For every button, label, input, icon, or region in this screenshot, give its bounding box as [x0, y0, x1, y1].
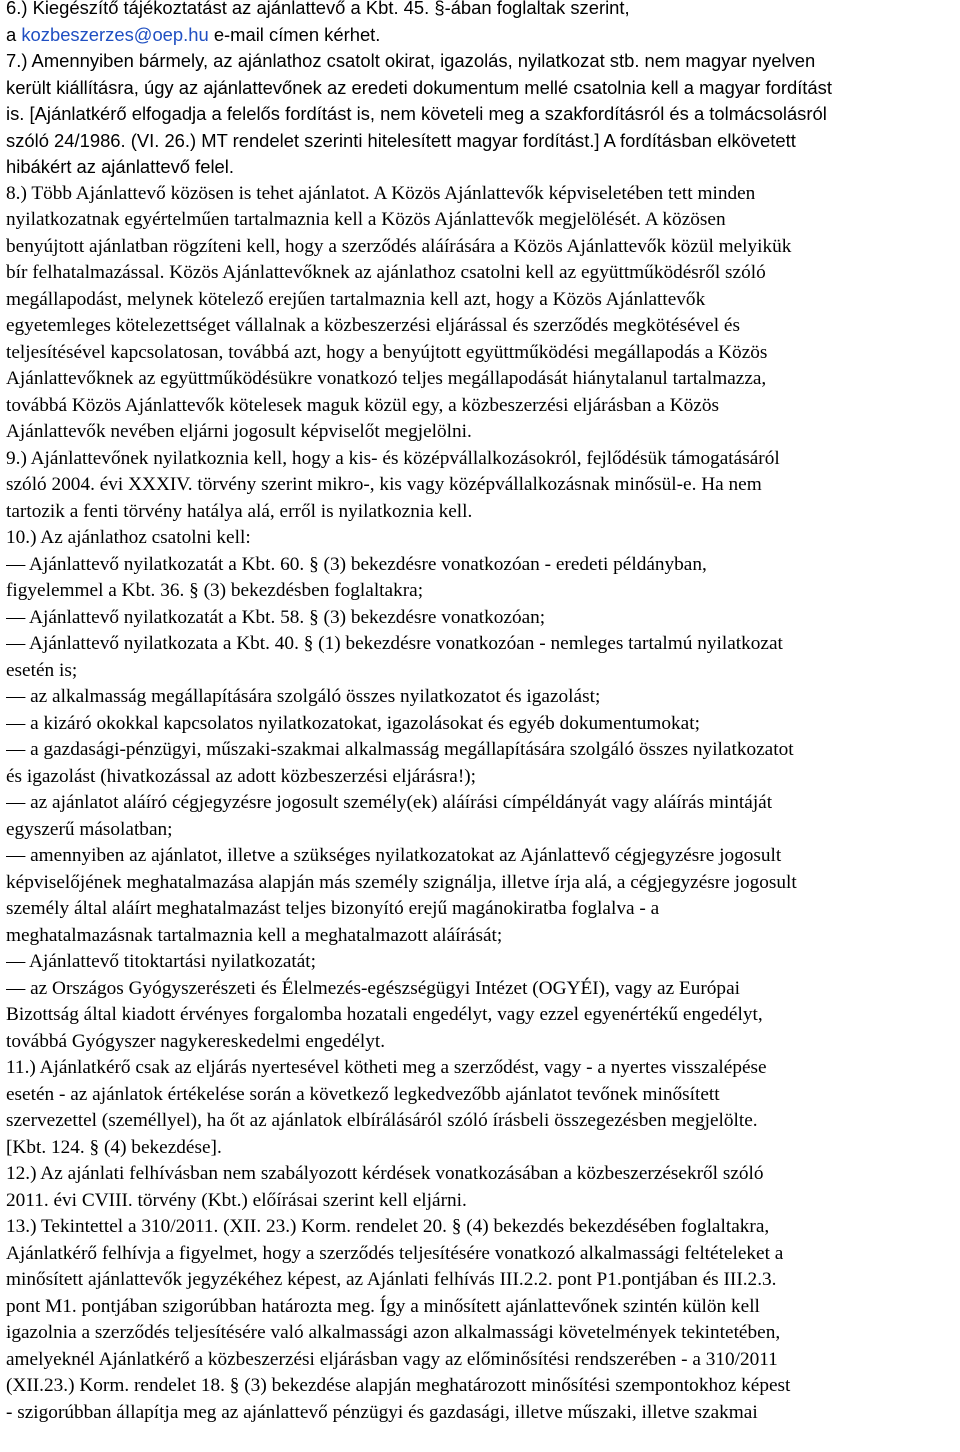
text-line [6, 1161, 950, 1188]
text-line [6, 101, 950, 128]
text-segment: — Ajánlattevő nyilatkozatát a Kbt. 60. § (3) bekezdésre vonatkozóan - eredeti példányban, [6, 553, 707, 575]
text-segment: amelyeknél Ajánlatkérő a közbeszerzési eljárásban vagy az előminősítési rendszerében - a 310/2011 [6, 1348, 778, 1370]
text-line [6, 1055, 950, 1082]
text-segment: hibákért az ajánlattevő felel. [6, 156, 234, 177]
text-line [6, 578, 950, 605]
text-segment: e-mail címen kérhet. [208, 23, 381, 45]
text-line [6, 870, 950, 897]
text-segment: — az Országos Gyógyszerészeti és Élelmezés-egészségügyi Intézet (OGYÉI), vagy az Európai [6, 977, 740, 999]
text-line [6, 1347, 950, 1374]
text-line [6, 658, 950, 685]
text-segment: és igazolást (hivatkozással az adott közbeszerzési eljárásra!); [6, 765, 477, 787]
text-segment: — Ajánlattevő titoktartási nyilatkozatát; [6, 951, 317, 972]
text-line [6, 419, 950, 446]
text-segment: 8.) Több Ajánlattevő közösen is tehet ajánlatot. A Közös Ajánlattevők képviseletében tett minden [6, 182, 756, 204]
text-segment: meghatalmazásnak tartalmaznia kell a meghatalmazott aláírását; [6, 924, 503, 946]
text-line [6, 737, 950, 764]
text-line [6, 790, 950, 817]
text-line [6, 1029, 950, 1056]
text-line [6, 393, 950, 420]
text-line [6, 976, 950, 1003]
text-segment: (XII.23.) Korm. rendelet 18. § (3) bekezdése alapján meghatározott minősítési szempontokhoz képest [6, 1375, 791, 1396]
text-line [6, 128, 950, 155]
text-line [6, 234, 950, 261]
text-line [6, 181, 950, 208]
text-segment: megállapodást, melynek kötelező erejűen tartalmaznia kell azt, hogy a Közös Ajánlattevők [6, 288, 706, 310]
text-segment: — az alkalmasság megállapítására szolgáló összes nyilatkozatot és igazolást; [6, 686, 601, 707]
text-line [6, 446, 950, 473]
text-segment: esetén is; [6, 659, 78, 681]
text-segment: a [6, 23, 22, 45]
text-line [6, 366, 950, 393]
text-line [6, 207, 950, 234]
text-segment: 12.) Az ajánlati felhívásban nem szabályozott kérdések vonatkozásában a közbeszerzésekről szóló [6, 1163, 764, 1184]
text-segment: is. [Ajánlatkérő elfogadja a felelős fordítást is, nem követeli meg a szakfordításról és a tolmácsolásról [6, 103, 827, 124]
text-segment: benyújtott ajánlatban rögzíteni kell, hogy a szerződés aláírására a Közös Ajánlattevők közül melyikük [6, 235, 792, 257]
text-segment: nyilatkozatnak egyértelműen tartalmaznia kell a Közös Ajánlattevők megjelölését. A közösen [6, 209, 726, 230]
text-segment: személy által aláírt meghatalmazást teljes bizonyító erejű magánokiratba foglalva - a [6, 898, 660, 919]
text-segment: — Ajánlattevő nyilatkozatát a Kbt. 58. § (3) bekezdésre vonatkozóan; [6, 606, 546, 628]
text-line [6, 1294, 950, 1321]
text-segment: teljesítésével kapcsolatosan, továbbá azt, hogy a benyújtott együttműködési megállapodás a Közös [6, 341, 768, 363]
text-line [6, 1241, 950, 1268]
text-line [6, 499, 950, 526]
text-line [6, 1082, 950, 1109]
text-line [6, 552, 950, 579]
text-segment: Bizottság által kiadott érvényes forgalomba hozatali engedélyt, vagy ezzel egyenértékű engedélyt, [6, 1004, 763, 1025]
text-segment: bír felhatalmazással. Közös Ajánlattevőknek az ajánlathoz csatolni kell az együttműködésről szóló [6, 262, 766, 283]
text-line [6, 0, 950, 22]
text-segment: igazolnia a szerződés teljesítésére való alkalmassági azon alkalmassági követelmények tekintetében, [6, 1322, 781, 1343]
text-segment: Ajánlattevőknek az együttműködésükre vonatkozó teljes megállapodását hiánytalanul tartalmazza, [6, 368, 767, 389]
text-line [6, 1214, 950, 1241]
text-segment: — amennyiben az ajánlatot, illetve a szükséges nyilatkozatokat az Ajánlattevő cégjegyzésre jogosult [6, 845, 782, 866]
text-line [6, 154, 950, 181]
email-link[interactable]: kozbeszerzes@oep.hu [21, 23, 209, 45]
text-segment: képviselőjének meghatalmazása alapján más személy szignálja, illetve írja alá, a cégjegyzésre jogosult [6, 871, 797, 893]
text-segment: minősített ajánlattevők jegyzékéhez képest, az Ajánlati felhívás III.2.2. pont P1.pontjában és III.2.3. [6, 1269, 777, 1290]
text-segment: Ajánlattevők nevében eljárni jogosult képviselőt megjelölni. [6, 421, 472, 442]
text-line [6, 340, 950, 367]
text-segment: — a kizáró okokkal kapcsolatos nyilatkozatokat, igazolásokat és egyéb dokumentumokat; [6, 712, 700, 734]
text-line [6, 1267, 950, 1294]
text-segment: — az ajánlatot aláíró cégjegyzésre jogosult személy(ek) aláírási címpéldányát vagy aláírás mintáját [6, 792, 773, 813]
text-segment: — a gazdasági-pénzügyi, műszaki-szakmai alkalmasság megállapítására szolgáló összes nyilatkozatot [6, 739, 794, 760]
text-line [6, 22, 950, 49]
text-line [6, 684, 950, 711]
text-segment: - szigorúbban állapítja meg az ajánlattevő pénzügyi és gazdasági, illetve műszaki, illetve szakmai [6, 1401, 758, 1423]
text-segment: egyszerű másolatban; [6, 818, 173, 840]
text-line [6, 843, 950, 870]
text-line [6, 896, 950, 923]
text-segment: került kiállításra, úgy az ajánlattevőnek az eredeti dokumentum mellé csatolnia kell a magyar fordítást [6, 76, 832, 98]
text-line [6, 260, 950, 287]
text-line [6, 1188, 950, 1215]
text-line [6, 287, 950, 314]
text-segment: 6.) Kiegészítő tájékoztatást az ajánlattevő a Kbt. 45. §-ában foglaltak szerint, [6, 0, 630, 18]
text-line [6, 1320, 950, 1347]
text-segment: figyelemmel a Kbt. 36. § (3) bekezdésben foglaltakra; [6, 580, 424, 601]
text-segment: Ajánlatkérő felhívja a figyelmet, hogy a szerződés teljesítésére vonatkozó alkalmassági feltételeket a [6, 1242, 784, 1264]
text-line [6, 48, 950, 75]
text-segment: szóló 24/1986. (VI. 26.) MT rendelet szerinti hitelesített magyar fordítást.] A fordításban elkövetett [6, 129, 796, 151]
text-line [6, 1373, 950, 1400]
text-line [6, 631, 950, 658]
text-segment: tartozik a fenti törvény hatálya alá, erről is nyilatkoznia kell. [6, 500, 473, 522]
text-line [6, 817, 950, 844]
text-segment: továbbá Közös Ajánlattevők kötelesek maguk közül egy, a közbeszerzési eljárásban a Közös [6, 394, 719, 416]
text-segment: esetén - az ajánlatok értékelése során a következő legkedvezőbb ajánlatot tevőnek minősített [6, 1083, 720, 1105]
text-segment: [Kbt. 124. § (4) bekezdése]. [6, 1136, 222, 1158]
text-line [6, 711, 950, 738]
text-line [6, 1002, 950, 1029]
text-segment: 10.) Az ajánlathoz csatolni kell: [6, 527, 251, 548]
text-line [6, 1135, 950, 1162]
text-line [6, 949, 950, 976]
text-segment: szóló 2004. évi XXXIV. törvény szerint mikro-, kis vagy középvállalkozásnak minősül-e. Ha nem [6, 474, 762, 495]
text-line [6, 472, 950, 499]
text-line [6, 764, 950, 791]
text-line [6, 313, 950, 340]
text-line [6, 525, 950, 552]
text-line [6, 605, 950, 632]
text-segment: 2011. évi CVIII. törvény (Kbt.) előírásai szerint kell eljárni. [6, 1189, 467, 1211]
text-segment: — Ajánlattevő nyilatkozata a Kbt. 40. § (1) bekezdésre vonatkozóan - nemleges tartalmú nyilatkozat [6, 633, 783, 654]
text-segment: 11.) Ajánlatkérő csak az eljárás nyertesével kötheti meg a szerződést, vagy - a nyertes visszalépése [6, 1057, 767, 1078]
text-line [6, 923, 950, 950]
text-segment: 7.) Amennyiben bármely, az ajánlathoz csatolt okirat, igazolás, nyilatkozat stb. nem magyar nyelven [6, 50, 816, 71]
text-segment: pont M1. pontjában szigorúbban határozta meg. Így a minősített ajánlattevőnek szintén külön kell [6, 1295, 760, 1317]
text-segment: szervezettel (személlyel), ha őt az ajánlatok elbírálásáról szóló írásbeli összegezésben megjelölte. [6, 1110, 758, 1131]
text-line [6, 1108, 950, 1135]
text-line [6, 75, 950, 102]
text-segment: 13.) Tekintettel a 310/2011. (XII. 23.) Korm. rendelet 20. § (4) bekezdés bekezdésében foglaltakra, [6, 1216, 770, 1237]
text-segment: továbbá Gyógyszer nagykereskedelmi engedélyt. [6, 1030, 386, 1052]
text-line [6, 1400, 950, 1427]
text-segment: 9.) Ajánlattevőnek nyilatkoznia kell, hogy a kis- és középvállalkozásokról, fejlődésük támogatásáról [6, 447, 780, 469]
text-segment: egyetemleges kötelezettséget vállalnak a közbeszerzési eljárással és szerződés megkötésével és [6, 315, 740, 336]
